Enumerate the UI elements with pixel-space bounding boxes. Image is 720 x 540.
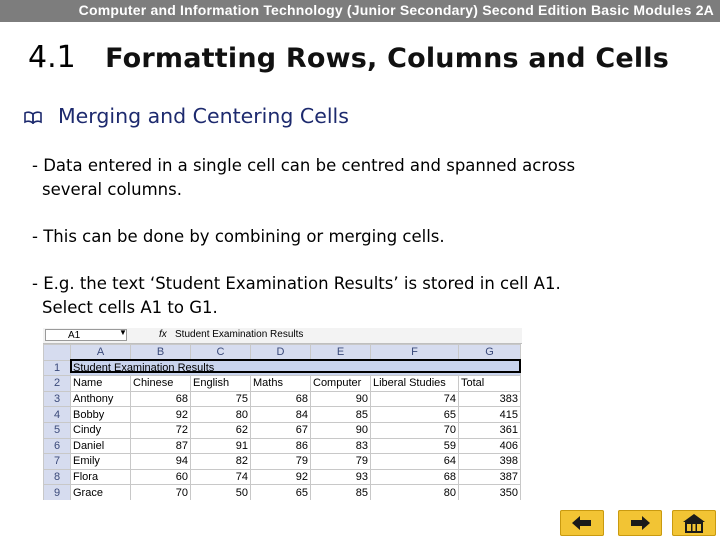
bullet-3-line1: - E.g. the text ‘Student Examination Results’ is stored in cell A1.	[32, 274, 561, 293]
table-cell[interactable]: Computer	[311, 376, 371, 392]
table-cell[interactable]: 387	[459, 469, 521, 485]
table-cell[interactable]: 94	[131, 454, 191, 470]
table-cell[interactable]: 83	[311, 438, 371, 454]
row-header[interactable]: 7	[44, 454, 71, 470]
table-row	[44, 376, 521, 392]
table-cell[interactable]: 50	[191, 485, 251, 500]
table-cell[interactable]: Total	[459, 376, 521, 392]
table-cell[interactable]: 92	[131, 407, 191, 423]
home-button[interactable]	[672, 510, 716, 536]
table-row	[44, 407, 521, 423]
table-cell[interactable]: 85	[311, 407, 371, 423]
name-box[interactable]: A1	[45, 329, 127, 341]
formula-bar	[43, 328, 522, 344]
table-cell[interactable]: 361	[459, 422, 521, 438]
table-cell[interactable]: 70	[371, 422, 459, 438]
row-header[interactable]: 4	[44, 407, 71, 423]
table-row	[44, 422, 521, 438]
spreadsheet-screenshot	[43, 328, 522, 500]
column-header-b[interactable]: B	[131, 345, 191, 361]
fx-icon[interactable]: fx	[159, 329, 167, 340]
column-header-row	[44, 345, 521, 361]
table-cell[interactable]: 74	[371, 391, 459, 407]
table-cell[interactable]: 64	[371, 454, 459, 470]
table-row	[44, 391, 521, 407]
column-header-f[interactable]: F	[371, 345, 459, 361]
table-cell[interactable]: 80	[371, 485, 459, 500]
table-cell[interactable]: 84	[251, 407, 311, 423]
table-cell[interactable]: 79	[311, 454, 371, 470]
table-row	[44, 360, 521, 376]
column-header-d[interactable]: D	[251, 345, 311, 361]
subtitle: Merging and Centering Cells	[58, 104, 349, 128]
row-header[interactable]: 1	[44, 360, 71, 376]
table-cell[interactable]: 65	[371, 407, 459, 423]
table-cell[interactable]: 67	[251, 422, 311, 438]
table-cell[interactable]: 87	[131, 438, 191, 454]
column-header-e[interactable]: E	[311, 345, 371, 361]
table-cell[interactable]: Chinese	[131, 376, 191, 392]
arrow-left-icon	[560, 510, 604, 536]
bullet-1-line1: - Data entered in a single cell can be centred and spanned across	[32, 156, 576, 175]
section-title: Formatting Rows, Columns and Cells	[105, 43, 670, 74]
table-cell[interactable]: 68	[251, 391, 311, 407]
table-cell[interactable]: 398	[459, 454, 521, 470]
column-header-g[interactable]: G	[459, 345, 521, 361]
table-cell[interactable]: 60	[131, 469, 191, 485]
table-cell[interactable]: 350	[459, 485, 521, 500]
subtitle-row	[24, 104, 349, 128]
table-cell[interactable]: 75	[191, 391, 251, 407]
table-cell[interactable]: 65	[251, 485, 311, 500]
table-cell[interactable]: 93	[311, 469, 371, 485]
table-row	[44, 454, 521, 470]
table-cell[interactable]: Flora	[71, 469, 131, 485]
table-cell[interactable]: Anthony	[71, 391, 131, 407]
formula-input[interactable]: Student Examination Results	[175, 329, 304, 340]
table-row	[44, 438, 521, 454]
table-row	[44, 469, 521, 485]
table-cell[interactable]: 74	[191, 469, 251, 485]
book-bullet-icon	[24, 109, 42, 123]
table-cell[interactable]: 62	[191, 422, 251, 438]
bullet-1-line2: several columns.	[42, 180, 182, 199]
cell-grid	[43, 344, 521, 500]
table-cell[interactable]: 59	[371, 438, 459, 454]
table-cell[interactable]: 79	[251, 454, 311, 470]
row-header[interactable]: 6	[44, 438, 71, 454]
table-cell[interactable]: 80	[191, 407, 251, 423]
table-cell[interactable]: 72	[131, 422, 191, 438]
table-cell[interactable]: Name	[71, 376, 131, 392]
column-header-a[interactable]: A	[71, 345, 131, 361]
section-number: 4.1	[28, 40, 76, 75]
row-header[interactable]: 2	[44, 376, 71, 392]
table-cell[interactable]: 383	[459, 391, 521, 407]
select-all-corner[interactable]	[44, 345, 71, 361]
table-cell[interactable]: 415	[459, 407, 521, 423]
table-cell[interactable]: Bobby	[71, 407, 131, 423]
bullet-2	[32, 225, 445, 249]
row-header[interactable]: 5	[44, 422, 71, 438]
banner-title: Computer and Information Technology (Junior Secondary) Second Edition Basic Modules 2A	[78, 2, 714, 18]
row-header[interactable]: 8	[44, 469, 71, 485]
table-cell[interactable]: 406	[459, 438, 521, 454]
bullet-1	[32, 154, 575, 202]
table-cell[interactable]: 68	[371, 469, 459, 485]
table-cell[interactable]: Cindy	[71, 422, 131, 438]
bullet-2-line1: - This can be done by combining or merging cells.	[32, 227, 445, 246]
table-cell[interactable]: 85	[311, 485, 371, 500]
table-cell[interactable]: Maths	[251, 376, 311, 392]
slide-title	[28, 40, 669, 75]
table-cell[interactable]: Emily	[71, 454, 131, 470]
table-cell[interactable]: 90	[311, 422, 371, 438]
column-header-c[interactable]: C	[191, 345, 251, 361]
table-cell[interactable]: English	[191, 376, 251, 392]
table-row	[44, 485, 521, 500]
name-box-dropdown-icon[interactable]: ▼	[119, 328, 127, 337]
arrow-right-icon	[618, 510, 662, 536]
header-banner	[0, 0, 720, 22]
table-cell[interactable]: 90	[311, 391, 371, 407]
bullet-3-line2: Select cells A1 to G1.	[42, 298, 218, 317]
table-cell[interactable]: 82	[191, 454, 251, 470]
cell-a1[interactable]: Student Examination Results	[71, 360, 521, 376]
table-cell[interactable]: 68	[131, 391, 191, 407]
prev-slide-button[interactable]	[560, 510, 604, 536]
table-cell[interactable]: 86	[251, 438, 311, 454]
table-cell[interactable]: 92	[251, 469, 311, 485]
bullet-3	[32, 272, 561, 320]
home-icon	[672, 510, 716, 536]
table-cell[interactable]: Daniel	[71, 438, 131, 454]
row-header[interactable]: 3	[44, 391, 71, 407]
table-cell[interactable]: Grace	[71, 485, 131, 500]
next-slide-button[interactable]	[618, 510, 662, 536]
table-cell[interactable]: 70	[131, 485, 191, 500]
row-header[interactable]: 9	[44, 485, 71, 500]
table-cell[interactable]: Liberal Studies	[371, 376, 459, 392]
table-cell[interactable]: 91	[191, 438, 251, 454]
